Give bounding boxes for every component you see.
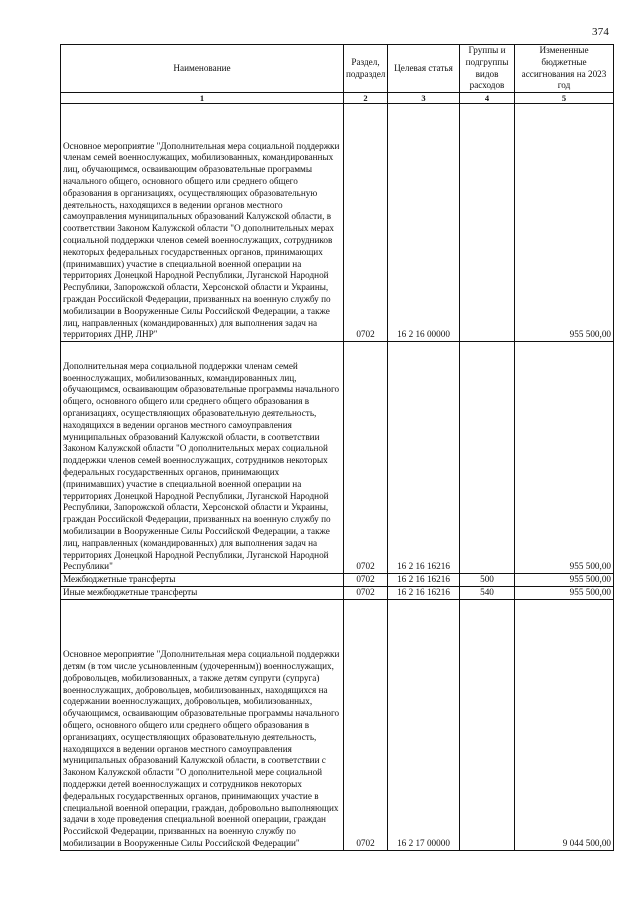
column-number-row <box>61 93 614 104</box>
row-amount: 955 500,00 <box>515 104 614 342</box>
column-number: 5 <box>515 93 614 104</box>
row-group: 540 <box>460 586 515 599</box>
row-target: 16 2 16 16216 <box>388 342 460 574</box>
row-amount: 955 500,00 <box>515 586 614 599</box>
row-section: 0702 <box>344 574 388 587</box>
table-row <box>61 599 614 850</box>
header-section: Раздел, подраздел <box>344 45 388 93</box>
row-group <box>460 104 515 342</box>
header-amount: Измененные бюджетные ассигнования на 2023 год <box>515 45 614 93</box>
row-name: Основное мероприятие "Дополнительная мера социальной поддержки членам семей военнослужащих, мобилизованных, командированных лиц, обучающимся, осваивающим образовательные программы начального общего, основного общего или среднего общего образования в организациях, осуществляющих образовательную деятельность, находящихся в ведении органов местного самоуправления муниципальных образований Калужской области, в соответствии Законом Калужской области "О дополнительных мерах социальной поддержки членов семей военнослужащих, сотрудников некоторых федеральных государственных органов, принимающих (принимавших) участие в специальной военной операции на территориях Донецкой Народной Республики, Луганской Народной Республики, Запорожской области, Херсонской области и Украины, граждан Российской Федерации, призванных на военную службу по мобилизации в Вооруженные Силы Российской Федерации, а также лиц, направленных (командированных) для выполнения задач на территориях ДНР, ЛНР" <box>61 104 344 342</box>
row-amount: 9 044 500,00 <box>515 599 614 850</box>
header-groups: Группы и подгруппы видов расходов <box>460 45 515 93</box>
header-name: Наименование <box>61 45 344 93</box>
row-section: 0702 <box>344 342 388 574</box>
column-number: 4 <box>460 93 515 104</box>
row-group <box>460 342 515 574</box>
page-number: 374 <box>592 26 610 38</box>
table-row <box>61 574 614 587</box>
table-row <box>61 342 614 574</box>
budget-table <box>60 44 614 851</box>
column-number: 2 <box>344 93 388 104</box>
row-target: 16 2 16 16216 <box>388 586 460 599</box>
column-number: 3 <box>388 93 460 104</box>
header-row <box>61 45 614 93</box>
row-target: 16 2 16 16216 <box>388 574 460 587</box>
row-section: 0702 <box>344 104 388 342</box>
column-number: 1 <box>61 93 344 104</box>
row-group: 500 <box>460 574 515 587</box>
row-section: 0702 <box>344 586 388 599</box>
row-amount: 955 500,00 <box>515 574 614 587</box>
row-target: 16 2 17 00000 <box>388 599 460 850</box>
table-row <box>61 104 614 342</box>
table-row <box>61 586 614 599</box>
row-name: Межбюджетные трансферты <box>61 574 344 587</box>
row-target: 16 2 16 00000 <box>388 104 460 342</box>
row-amount: 955 500,00 <box>515 342 614 574</box>
header-target: Целевая статья <box>388 45 460 93</box>
row-group <box>460 599 515 850</box>
row-name: Основное мероприятие "Дополнительная мера социальной поддержки детям (в том числе усыновленным (удочеренным)) военнослужащих, добровольцев, мобилизованных, а также детям супруги (супруга) военнослужащих, добровольцев, мобилизованных, находящихся на содержании военнослужащих, добровольцев, мобилизованных, обучающимся, осваивающим образовательные программы начального общего, основного общего или среднего общего образования в организациях, осуществляющих образовательную деятельность, находящихся в ведении органов местного самоуправления муниципальных образований Калужской области, в соответствии с Законом Калужской области "О дополнительной мере социальной поддержки детей военнослужащих и сотрудников некоторых федеральных государственных органов, принимающих участие в специальной военной операции, граждан, добровольно выполняющих задачи в ходе проведения специальной военной операции, граждан Российской Федерации, призванных на военную службу по мобилизации в Вооруженные Силы Российской Федерации" <box>61 599 344 850</box>
row-section: 0702 <box>344 599 388 850</box>
row-name: Дополнительная мера социальной поддержки членам семей военнослужащих, мобилизованных, командированных лиц, обучающимся, осваивающим образовательные программы начального общего, основного общего или среднего общего образования в организациях, осуществляющих образовательную деятельность, находящихся в ведении органов местного самоуправления муниципальных образований Калужской области, в соответствии Законом Калужской области "О дополнительных мерах социальной поддержки членов семей военнослужащих, сотрудников некоторых федеральных государственных органов, принимающих (принимавших) участие в специальной военной операции на территориях Донецкой Народной Республики, Луганской Народной Республики, Запорожской области, Херсонской области и Украины, граждан Российской Федерации, призванных на военную службу по мобилизации в Вооруженные Силы Российской Федерации, а также лиц, направленных (командированных) для выполнения задач на территориях Донецкой Народной Республики, Луганской Народной Республики" <box>61 342 344 574</box>
row-name: Иные межбюджетные трансферты <box>61 586 344 599</box>
